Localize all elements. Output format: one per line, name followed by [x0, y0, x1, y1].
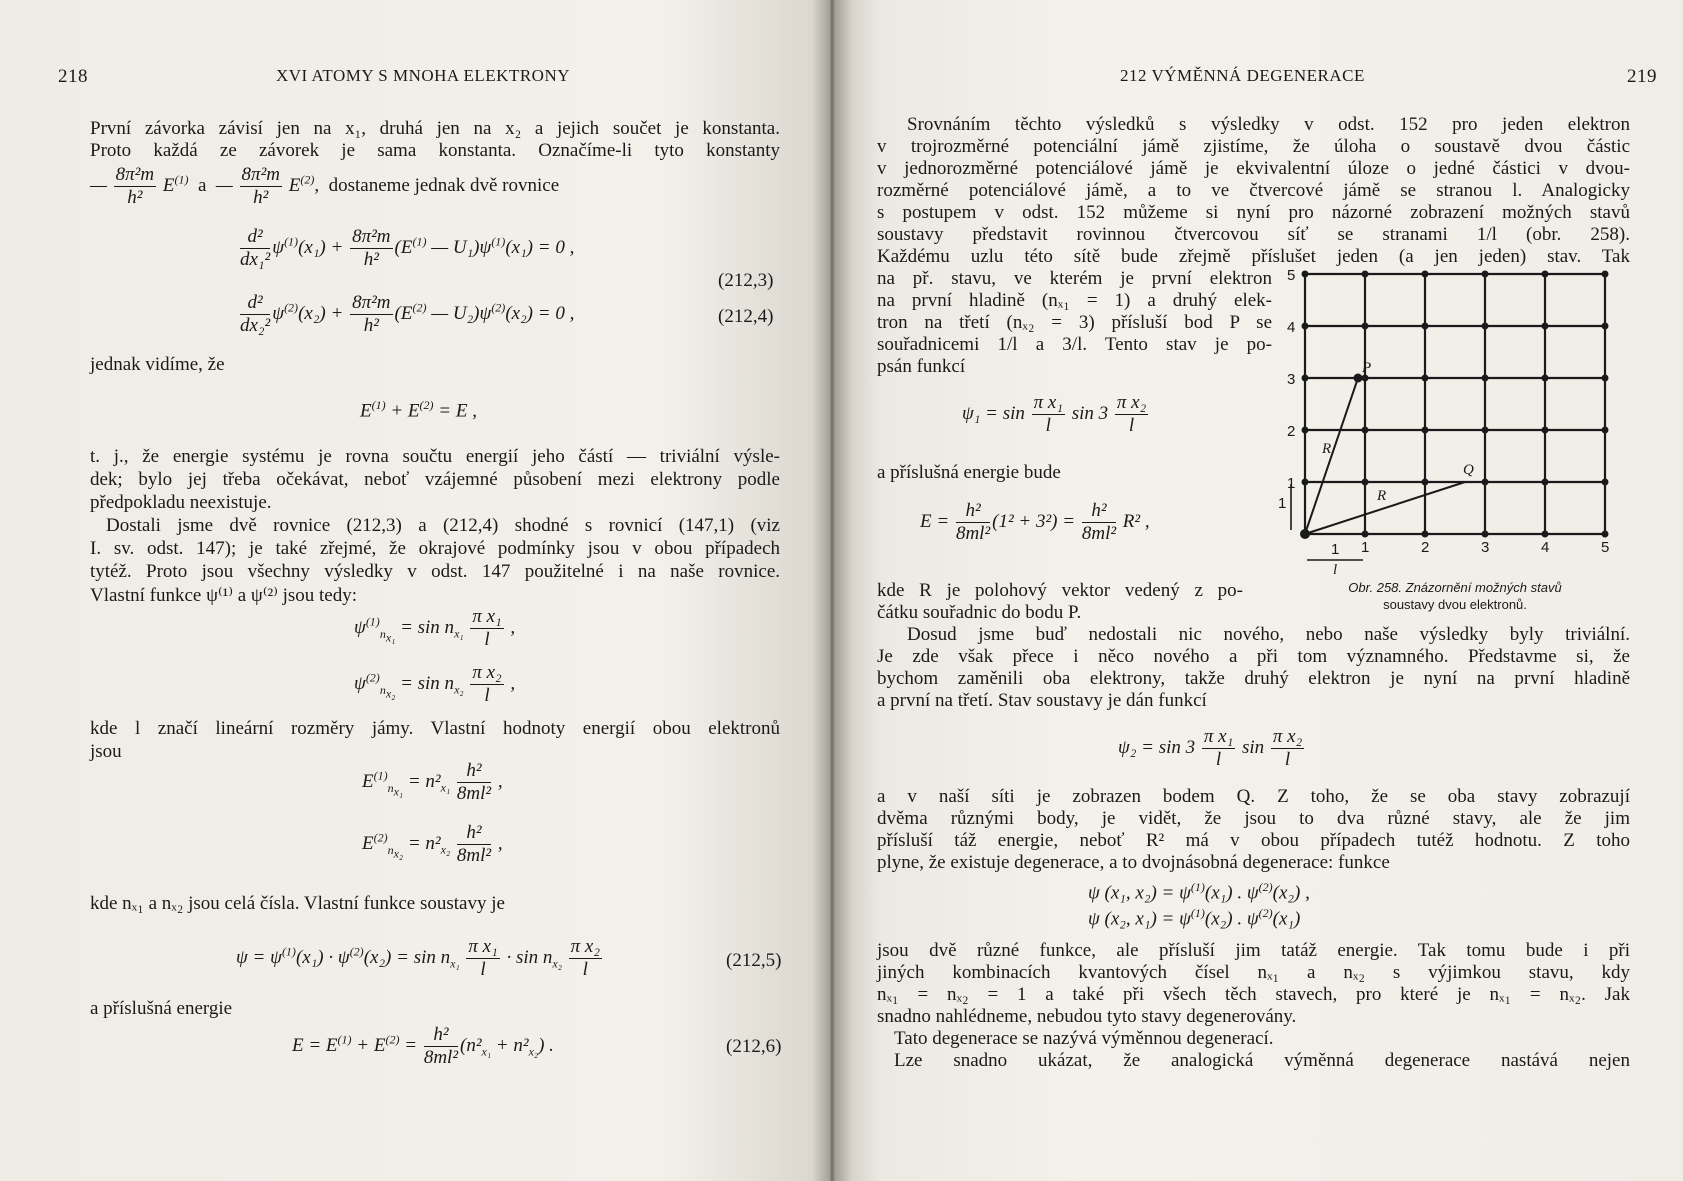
- figure-258-grid: [1275, 268, 1635, 588]
- unit-den-x: l: [1333, 562, 1338, 578]
- right-p1-line-1: Srovnáním těchto výsledků s výsledky v odst. 152 pro jeden elektron: [907, 114, 1630, 135]
- left-running-header: XVI ATOMY S MNOHA ELEKTRONY: [276, 66, 571, 85]
- right-p2-line-1: Dosud jsme buď nedostali nic nového, nebo naše výsledky byly triviální.: [907, 624, 1630, 645]
- label-R-1: R: [1322, 441, 1332, 457]
- left-p6: a příslušná energie: [90, 998, 233, 1019]
- label-R-2: R: [1377, 488, 1387, 504]
- right-page-number: 219: [1627, 66, 1657, 87]
- left-p1-tail: dostaneme jednak dvě rovnice: [328, 174, 560, 196]
- unit-arrow: [1291, 484, 1363, 560]
- x-tick-1: 1: [1361, 539, 1370, 556]
- right-kde-R-line-1: kde R je polohový vektor vedený z po-: [877, 580, 1243, 601]
- unit-label-y: 1: [1278, 495, 1287, 512]
- right-narrow-line-1: na př. stavu, ve kterém je první elektron: [877, 268, 1272, 289]
- left-p1-line-1: První závorka závisí jen na x₁, druhá jen na x₂ a jejich součet je konstanta.: [90, 118, 780, 139]
- right-page: [830, 0, 1683, 1181]
- right-p1-line-5: s postupem v odst. 152 můžeme si nyní pro názorné zobrazení možných stavů: [877, 202, 1630, 223]
- right-p1-line-4: rozměrné potenciálové jámě, a to ve čtvercové jámě se stranou l. Analogicky: [877, 180, 1630, 201]
- left-p3-line-3: tytéž. Proto jsou všechny výsledky v odst. 147 použitelné i na naše rovnice.: [90, 561, 780, 582]
- right-p5: Tato degenerace se nazývá výměnnou degenerací.: [894, 1028, 1274, 1049]
- left-p4-line-2: jsou: [90, 741, 122, 762]
- left-jednak: jednak vidíme, že: [90, 354, 225, 375]
- left-p3-line-4: Vlastní funkce ψ⁽¹⁾ a ψ⁽²⁾ jsou tedy:: [90, 585, 358, 606]
- right-p2-line-4: a první na třetí. Stav soustavy je dán funkcí: [877, 690, 1207, 711]
- x-tick-3: 3: [1481, 539, 1490, 556]
- left-p2-line-1: t. j., že energie systému je rovna součtu energií jeho částí — triviální výsle-: [90, 446, 780, 467]
- equation-212-5: $\psi = \psi^{(1)}(x_1) \cdot \psi^{(2)}(x_2) = \sin n_{x_1}$ $\frac{\text{π x₁}}{l}$ · $\sin n_{x_2}$ $\frac{\text{π x₂}}{l}$: [236, 936, 600, 980]
- label-Q: Q: [1463, 462, 1474, 478]
- label-P: P: [1362, 360, 1372, 376]
- psi-x2x1-equation: ψ (x₂, $x_1) = \psi^{(1)}(x_2)$ . $\psi^{(2)}(x_1)$: [1088, 906, 1301, 930]
- y-tick-2: 2: [1287, 423, 1296, 440]
- unit-label-x: 1: [1331, 541, 1340, 558]
- left-p3-line-2: I. sv. odst. 147); je také zřejmé, že okrajové podmínky jsou v obou případech: [90, 538, 780, 559]
- book-gutter: [812, 0, 852, 1181]
- equation-212-6: $E = E^{(1)} + E^{(2)}$ = $\frac{\text{h²}}{\text{8ml²}}$ $(n^2_{x_1} + n^2_{x_2})$ .: [292, 1024, 554, 1068]
- energy-level-2: $E^{(2)}_{n_{x_2}} = n^2_{x_2}$ $\frac{\text{h²}}{\text{8ml²}}$ ,: [362, 822, 503, 866]
- y-tick-5: 5: [1287, 268, 1296, 284]
- right-p1-line-7: Každému uzlu této sítě bude zřejmě příslušet jeden (a jen jeden) stav. Tak: [877, 246, 1630, 267]
- psi-x1x2-equation: ψ (x₁, $x_2) = \psi^{(1)}(x_1)$ . $\psi^{(2)}(x_2)$ ,: [1088, 880, 1310, 904]
- left-page-number: 218: [58, 66, 88, 87]
- right-p3-line-2: dvěma různými body, je vidět, že jsou to dva různé stavy, ale že jim: [877, 808, 1630, 829]
- psi2-equation: ψ₂ = sin 3 $\frac{\text{π x₁}}{l}$ sin $\frac{\text{π x₂}}{l}$: [1118, 726, 1303, 770]
- left-p2-line-3: předpokladu neexistuje.: [90, 492, 272, 513]
- eq-number-212-6: (212,6): [726, 1036, 782, 1057]
- energy-level-1: $E^{(1)}_{n_{x_1}} = n^2_{x_1}$ $\frac{\text{h²}}{\text{8ml²}}$ ,: [362, 760, 503, 804]
- psi1-equation: ψ₁ = sin $\frac{\text{π x₁}}{l}$ sin 3 $\frac{\text{π x₂}}{l}$: [962, 392, 1147, 436]
- y-tick-1: 1: [1287, 475, 1296, 492]
- left-p1-line-2: Proto každá ze závorek je sama konstanta. Označíme-li tyto konstanty: [90, 140, 780, 161]
- right-p1-line-2: v trojrozměrné potenciální jámě zjistíme, že úloha o soustavě dvou částic: [877, 136, 1630, 157]
- y-tick-4: 4: [1287, 319, 1296, 336]
- right-p1-line-3: v jednorozměrné potenciálové jámě je ekvivalentní úloze o jedné částici v dvou-: [877, 158, 1630, 179]
- eq-number-212-5: (212,5): [726, 950, 782, 971]
- eq-number-212-3: (212,3): [718, 270, 774, 291]
- right-p3-line-4: plyne, že existuje degenerace, a to dvojnásobná degenerace: funkce: [877, 852, 1390, 873]
- right-p3-line-1: a v naší síti je zobrazen bodem Q. Z toho, že se oba stavy zobrazují: [877, 786, 1630, 807]
- right-narrow-line-4: souřadnicemi 1/l a 3/l. Tento stav je po-: [877, 334, 1272, 355]
- left-p4-line-1: kde l značí lineární rozměry jámy. Vlastní hodnoty energií obou elektronů: [90, 718, 780, 739]
- right-p3-line-3: přísluší táž energie, neboť R² má v obou případech tutéž hodnotu. Z toho: [877, 830, 1630, 851]
- energy-sum-equation: $E^{(1)} + E^{(2)} = E$ ,: [360, 398, 477, 422]
- left-p2-line-2: dek; bylo jej třeba očekávat, neboť vzájemné působení mezi elektrony podle: [90, 469, 780, 490]
- right-p4-line-2: jiných kombinacích kvantových čísel nₓ₁ a nₓ₂ s výjimkou stavu, kdy: [877, 962, 1630, 983]
- equation-212-4: $\frac{\text{d²}}{\text{dx₂²}}$ $\psi^{(2)}(x_2)$ + $\frac{\text{8π²m}}{\text{h²}}$ ($E^{(2)}$ — $U_2)\psi^{(2)}(x_2) = 0$ ,: [240, 292, 575, 336]
- energy-R-equation: E = $\frac{\text{h²}}{\text{8ml²}}$ (1² + 3²) = $\frac{\text{h²}}{\text{8ml²}}$ R² ,: [920, 500, 1150, 544]
- vector-R-to-P: [1305, 378, 1358, 534]
- y-tick-3: 3: [1287, 371, 1296, 388]
- right-narrow-line-5: psán funkcí: [877, 356, 966, 377]
- right-p6: Lze snadno ukázat, že analogická výměnná degenerace nastává nejen: [894, 1050, 1630, 1071]
- constants-expression: — $\frac{\text{8π²m}}{\text{h²}}$ $E^{(1)}$ a — $\frac{\text{8π²m}}{\text{h²}}$ $E^{(2)}$, dostaneme jednak dvě rovnice: [90, 164, 560, 208]
- equation-212-3: $\frac{\text{d²}}{\text{dx₁²}}$ $\psi^{(1)}(x_1)$ + $\frac{\text{8π²m}}{\text{h²}}$ ($E^{(1)}$ — $U_1)\psi^{(1)}(x_1) = 0$ ,: [240, 226, 575, 270]
- eigenfunction-2: $\psi^{(2)}_{n_{x_2}} = \sin n_{x_2}$ $\frac{\text{π x₂}}{l}$ ,: [354, 662, 516, 706]
- x-tick-5: 5: [1601, 539, 1610, 556]
- right-energie-bude: a příslušná energie bude: [877, 462, 1061, 483]
- x-tick-4: 4: [1541, 539, 1550, 556]
- right-running-header: 212 VÝMĚNNÁ DEGENERACE: [1120, 66, 1365, 85]
- x-tick-2: 2: [1421, 539, 1430, 556]
- right-p2-line-3: bychom zaměnili oba elektrony, takže druhý elektron je nyní na první hladině: [877, 668, 1630, 689]
- figure-caption-2: soustavy dvou elektronů.: [1383, 597, 1527, 612]
- right-kde-R-line-2: čátku souřadnic do bodu P.: [877, 602, 1082, 623]
- right-p2-line-2: Je zde však přece i něco nového a při tom významného. Představme si, že: [877, 646, 1630, 667]
- grid-nodes: [1300, 271, 1609, 540]
- left-page: [0, 0, 830, 1181]
- left-p3-line-1: Dostali jsme dvě rovnice (212,3) a (212,4) shodné s rovnicí (147,1) (viz: [106, 515, 780, 536]
- right-p4-line-4: snadno nahlédneme, nebudou tyto stavy degenerovány.: [877, 1006, 1297, 1027]
- right-p4-line-1: jsou dvě různé funkce, ale přísluší jim tatáž energie. Tak tomu bude i při: [877, 940, 1630, 961]
- right-narrow-line-2: na první hladině (nₓ₁ = 1) a druhý elek-: [877, 290, 1272, 311]
- eq-number-212-4: (212,4): [718, 306, 774, 327]
- right-narrow-line-3: tron na třetí (nₓ₂ = 3) přísluší bod P se: [877, 312, 1272, 333]
- eigenfunction-1: $\psi^{(1)}_{n_{x_1}} = \sin n_{x_1}$ $\frac{\text{π x₁}}{l}$ ,: [354, 606, 516, 650]
- left-p5: kde nₓ₁ a nₓ₂ jsou celá čísla. Vlastní funkce soustavy je: [90, 893, 505, 914]
- right-p1-line-6: soustavy představit rovinnou čtvercovou síť se stranami 1/l (obr. 258).: [877, 224, 1630, 245]
- right-p4-line-3: nₓ₁ = nₓ₂ = 1 a také při všech těch stavech, pro které je nₓ₁ = nₓ₂. Jak: [877, 984, 1630, 1005]
- figure-caption-1: Obr. 258. Znázornění možných stavů: [1348, 580, 1562, 595]
